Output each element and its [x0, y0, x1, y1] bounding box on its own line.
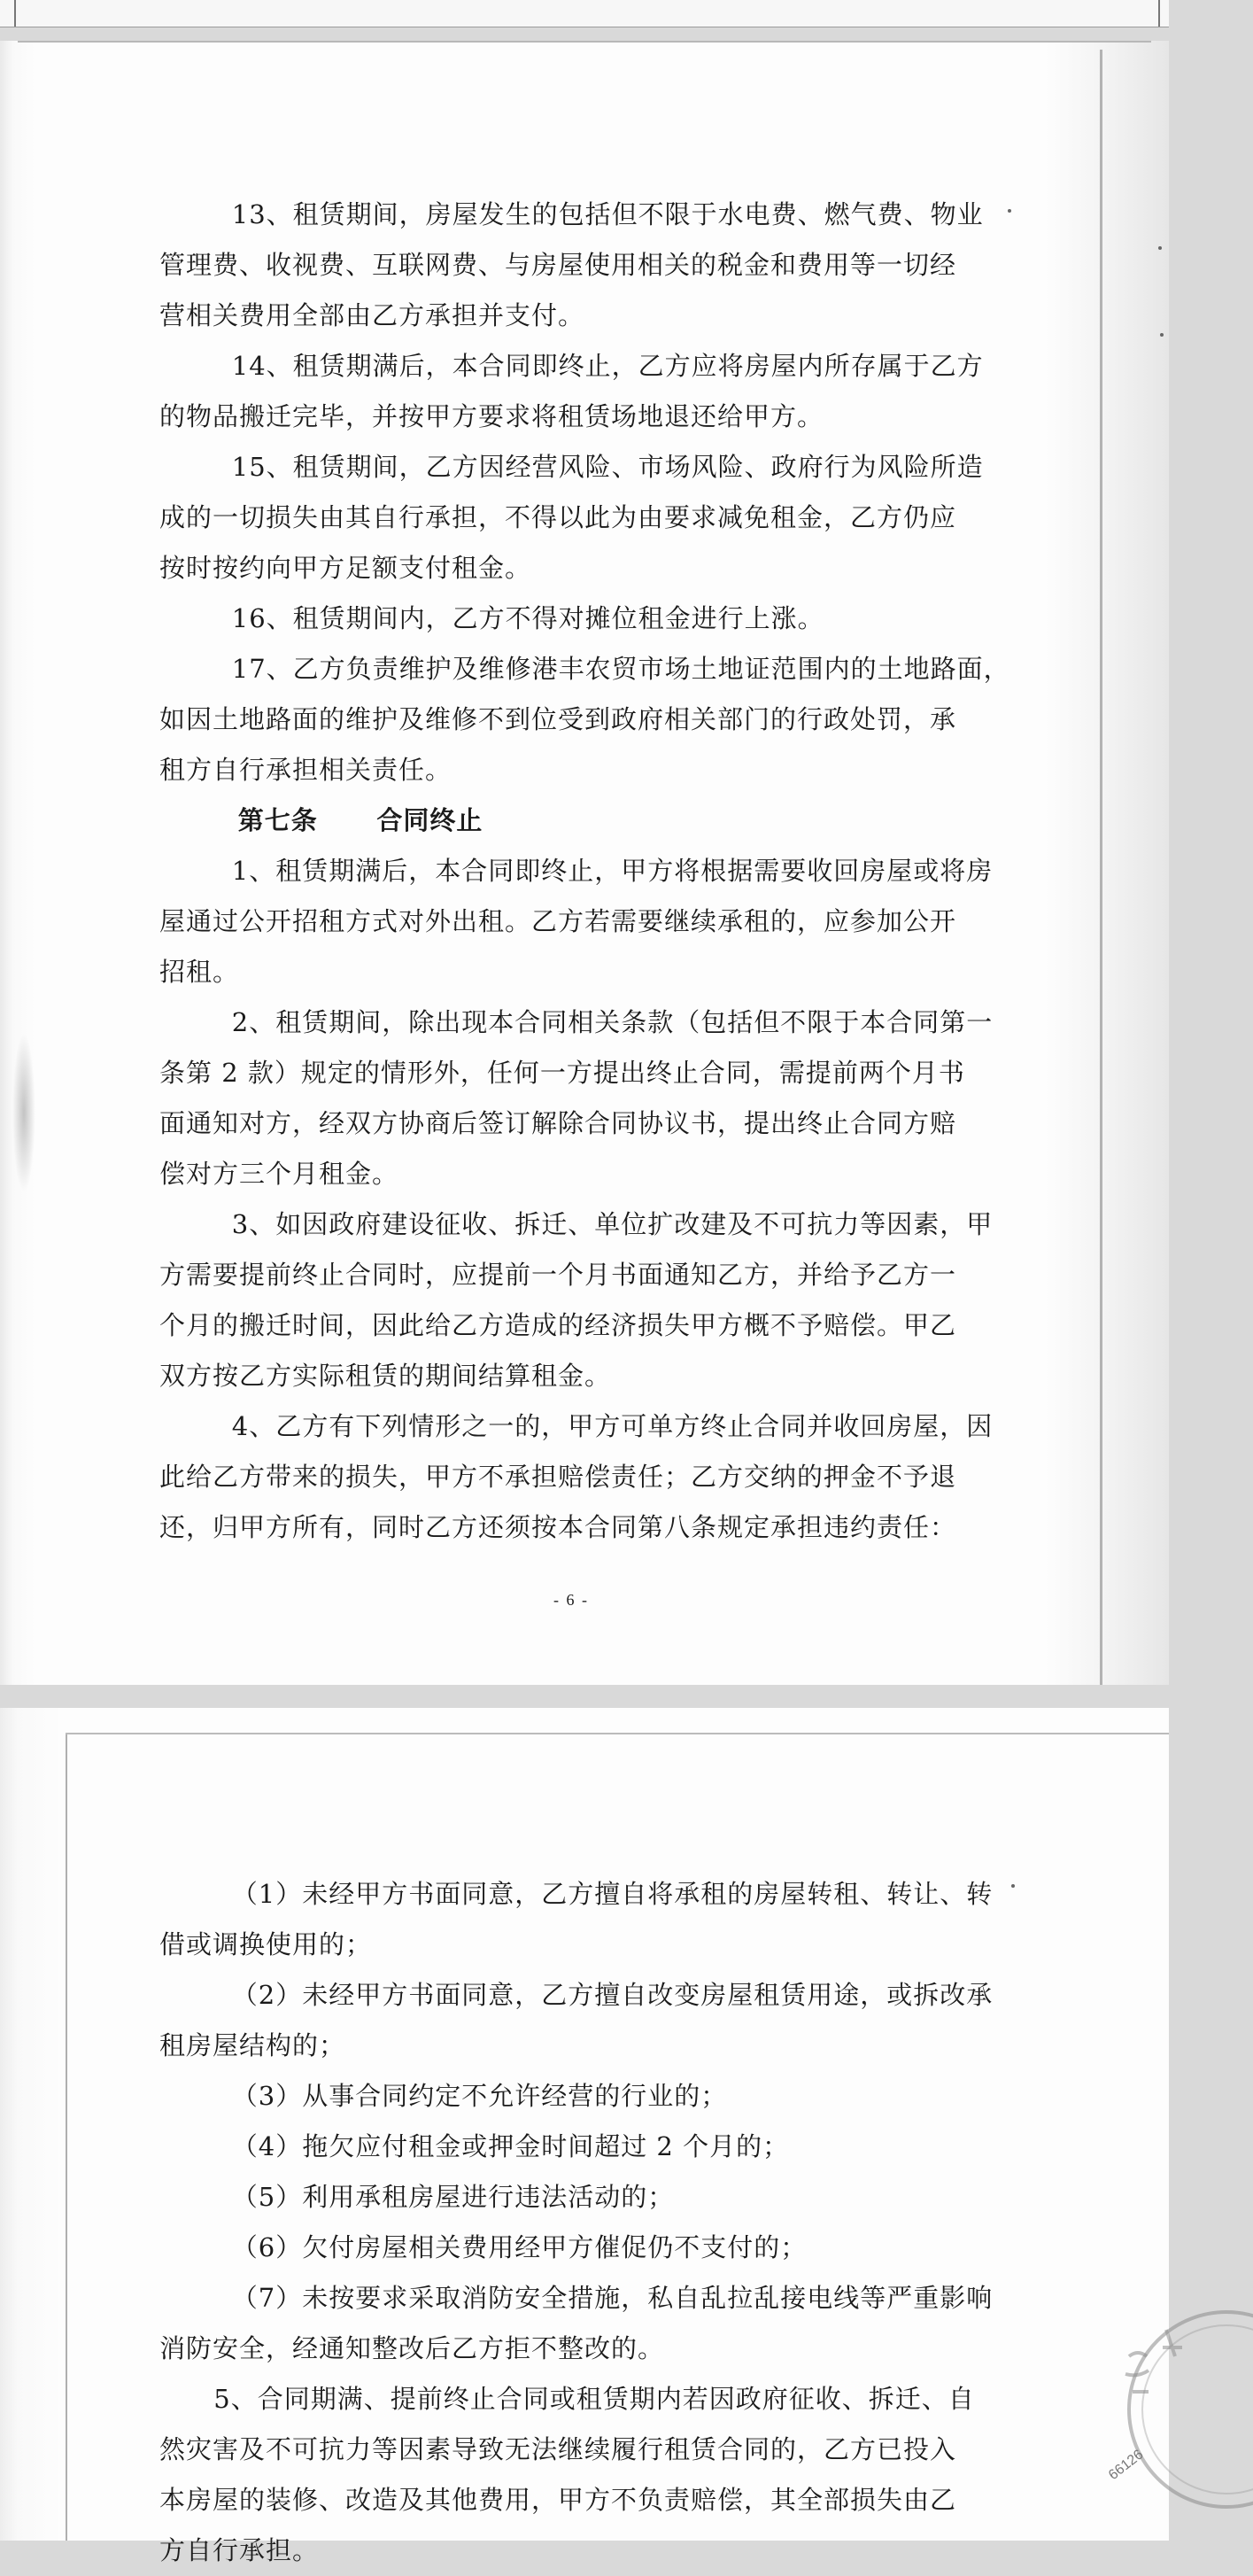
- termination-2-line-4: 偿对方三个月租金。: [159, 1159, 399, 1189]
- termination-5-line-4: 方自行承担。: [159, 2535, 320, 2565]
- scan-border-line: [66, 1733, 1169, 1734]
- termination-4-line-3: 还，归甲方所有，同时乙方还须按本合同第八条规定承担违约责任：: [159, 1512, 957, 1542]
- clause-14-line-1: 14、租赁期满后，本合同即终止，乙方应将房屋内所存属于乙方: [159, 351, 984, 381]
- scan-border-line: [18, 41, 1151, 43]
- page-edge-line: [1158, 0, 1160, 27]
- condition-6: （6）欠付房屋相关费用经甲方催促仍不支付的；: [159, 2232, 808, 2262]
- scan-border-line: [1100, 50, 1102, 1685]
- clause-15-line-3: 按时按约向甲方足额支付租金。: [159, 553, 532, 583]
- clause-14-line-2: 的物品搬迁完毕，并按甲方要求将租赁场地退还给甲方。: [159, 401, 824, 431]
- seal-stamp-fragment: [1094, 2303, 1253, 2507]
- document-page-6: [0, 41, 1169, 1685]
- document-page-7: [0, 1708, 1169, 2565]
- termination-5-line-2: 然灾害及不可抗力等因素导致无法继续履行租赁合同的，乙方已投入: [159, 2434, 957, 2464]
- scan-border-line: [66, 1734, 67, 2541]
- termination-3-line-2: 方需要提前终止合同时，应提前一个月书面通知乙方，并给予乙方一: [159, 1260, 957, 1290]
- termination-1-line-3: 招租。: [159, 957, 240, 987]
- termination-5-line-3: 本房屋的装修、改造及其他费用，甲方不负责赔偿，其全部损失由乙: [159, 2485, 957, 2515]
- scan-smudge: [12, 1033, 35, 1192]
- page-number: - 6 -: [553, 1591, 589, 1609]
- condition-2-line-2: 租房屋结构的；: [159, 2030, 346, 2060]
- condition-2-line-1: （2）未经甲方书面同意，乙方擅自改变房屋租赁用途，或拆改承: [159, 1980, 994, 2010]
- condition-4: （4）拖欠应付租金或押金时间超过 2 个月的；: [159, 2131, 790, 2161]
- scan-speck: [1158, 246, 1162, 250]
- clause-17-line-1: 17、乙方负责维护及维修港丰农贸市场土地证范围内的土地路面，: [159, 654, 1010, 684]
- article-7-heading: 第七条 合同终止: [159, 805, 483, 835]
- previous-page-edge: [0, 0, 1169, 27]
- clause-13-line-1: 13、租赁期间，房屋发生的包括但不限于水电费、燃气费、物业: [159, 199, 984, 229]
- termination-3-line-4: 双方按乙方实际租赁的期间结算租金。: [159, 1361, 612, 1391]
- termination-3-line-3: 个月的搬迁时间，因此给乙方造成的经济损失甲方概不予赔偿。甲乙: [159, 1310, 957, 1340]
- scan-speck: [1011, 1884, 1015, 1888]
- clause-17-line-3: 租方自行承担相关责任。: [159, 755, 452, 785]
- termination-4-line-2: 此给乙方带来的损失，甲方不承担赔偿责任；乙方交纳的押金不予退: [159, 1462, 957, 1492]
- clause-15-line-2: 成的一切损失由其自行承担，不得以此为由要求减免租金，乙方仍应: [159, 502, 957, 532]
- termination-2-line-1: 2、租赁期间，除出现本合同相关条款（包括但不限于本合同第一: [159, 1007, 994, 1037]
- termination-2-line-3: 面通知对方，经双方协商后签订解除合同协议书，提出终止合同方赔: [159, 1108, 957, 1138]
- condition-1-line-2: 借或调换使用的；: [159, 1929, 373, 1959]
- condition-3: （3）从事合同约定不允许经营的行业的；: [159, 2081, 728, 2111]
- condition-5: （5）利用承租房屋进行违法活动的；: [159, 2182, 675, 2212]
- clause-16-line-1: 16、租赁期间内，乙方不得对摊位租金进行上涨。: [159, 603, 824, 633]
- termination-3-line-1: 3、如因政府建设征收、拆迁、单位扩改建及不可抗力等因素，甲: [159, 1209, 994, 1239]
- termination-1-line-1: 1、租赁期满后，本合同即终止，甲方将根据需要收回房屋或将房: [159, 856, 994, 886]
- seal-number-text: 66126: [1105, 2447, 1147, 2484]
- clause-15-line-1: 15、租赁期间，乙方因经营风险、市场风险、政府行为风险所造: [159, 452, 984, 482]
- termination-2-line-2: 条第 2 款）规定的情形外，任何一方提出终止合同，需提前两个月书: [159, 1058, 965, 1088]
- clause-13-line-2: 管理费、收视费、互联网费、与房屋使用相关的税金和费用等一切经: [159, 250, 957, 280]
- condition-7-line-2: 消防安全，经通知整改后乙方拒不整改的。: [159, 2333, 665, 2363]
- termination-5-line-1: 5、合同期满、提前终止合同或租赁期内若因政府征收、拆迁、自: [159, 2384, 975, 2414]
- termination-1-line-2: 屋通过公开招租方式对外出租。乙方若需要继续承租的，应参加公开: [159, 906, 957, 936]
- clause-13-line-3: 营相关费用全部由乙方承担并支付。: [159, 300, 585, 330]
- condition-7-line-1: （7）未按要求采取消防安全措施，私自乱拉乱接电线等严重影响: [159, 2283, 994, 2313]
- condition-1-line-1: （1）未经甲方书面同意，乙方擅自将承租的房屋转租、转让、转: [159, 1879, 994, 1909]
- scan-speck: [1008, 209, 1011, 213]
- termination-4-line-1: 4、乙方有下列情形之一的，甲方可单方终止合同并收回房屋，因: [159, 1411, 994, 1441]
- clause-17-line-2: 如因土地路面的维护及维修不到位受到政府相关部门的行政处罚，承: [159, 704, 957, 734]
- page-edge-line: [14, 0, 16, 27]
- scan-speck: [1160, 333, 1164, 337]
